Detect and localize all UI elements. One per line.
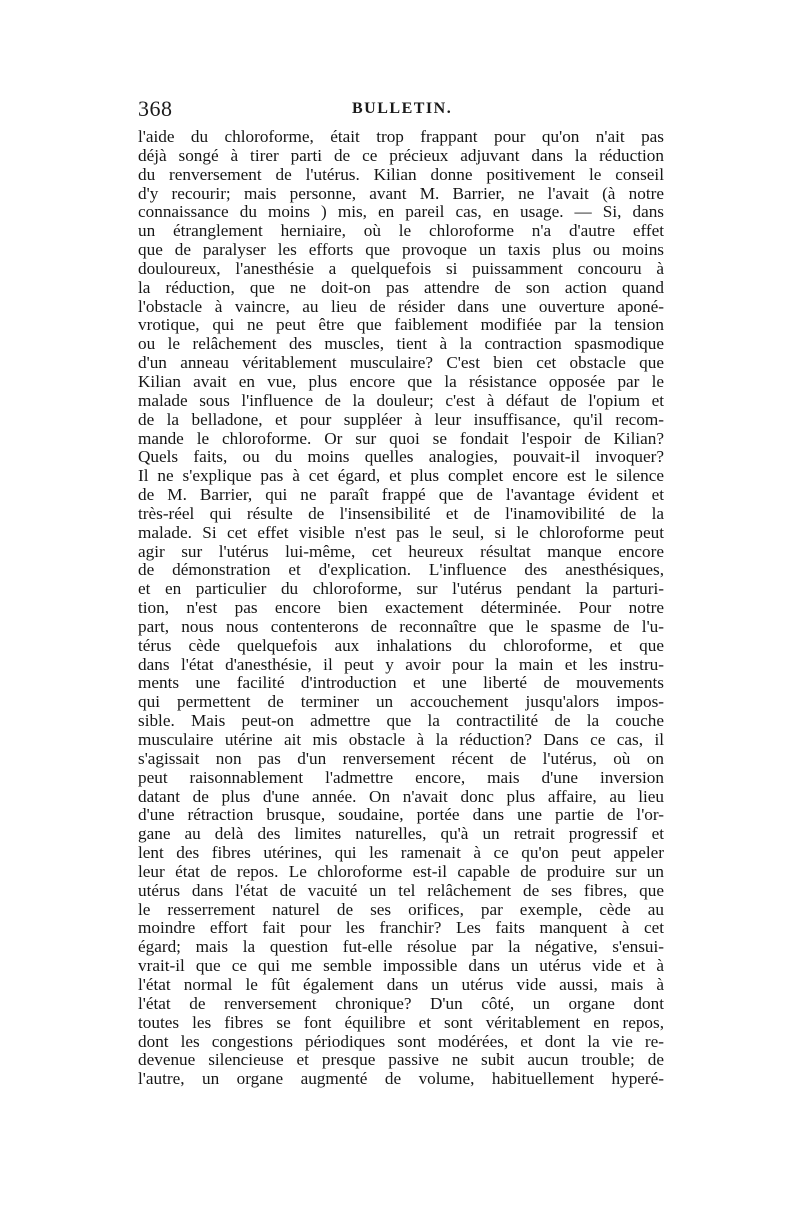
- text-line: agir sur l'utérus lui-même, cet heureux résultat manque encore: [138, 542, 664, 561]
- body-text: [138, 128, 664, 1089]
- text-line: et en particulier du chloroforme, sur l'utérus pendant la parturi-: [138, 580, 664, 599]
- text-line: utérus dans l'état de vacuité un tel relâchement de ses fibres, que: [138, 881, 664, 900]
- text-line: très-réel qui résulte de l'insensibilité et de l'inamovibilité de la: [138, 504, 664, 523]
- text-line: Il ne s'explique pas à cet égard, et plus complet encore est le silence: [138, 467, 664, 486]
- text-line: d'un anneau véritablement musculaire? C'est bien cet obstacle que: [138, 354, 664, 373]
- text-line: ments une facilité d'introduction et une liberté de mouvements: [138, 674, 664, 693]
- text-line: égard; mais la question fut-elle résolue par la négative, s'ensui-: [138, 938, 664, 957]
- text-line: que de paralyser les efforts que provoque un taxis plus ou moins: [138, 241, 664, 260]
- text-line: malade. Si cet effet visible n'est pas le seul, si le chloroforme peut: [138, 523, 664, 542]
- text-line: sible. Mais peut-on admettre que la contractilité de la couche: [138, 712, 664, 731]
- text-line: Kilian avait en vue, plus encore que la résistance opposée par le: [138, 372, 664, 391]
- text-line: dont les congestions périodiques sont modérées, et dont la vie re-: [138, 1032, 664, 1051]
- text-line: l'aide du chloroforme, était trop frappant pour qu'on n'ait pas: [138, 128, 664, 146]
- text-line: l'état normal le fût également dans un utérus vide aussi, mais à: [138, 975, 664, 994]
- text-line: qui permettent de terminer un accouchement jusqu'alors impos-: [138, 693, 664, 712]
- text-line: moindre effort fait pour les franchir? Les faits manquent à cet: [138, 919, 664, 938]
- text-line: musculaire utérine ait mis obstacle à la réduction? Dans ce cas, il: [138, 731, 664, 749]
- text-line: l'état de renversement chronique? D'un côté, un organe dont: [138, 994, 664, 1013]
- text-line: du renversement de l'utérus. Kilian donne positivement le conseil: [138, 165, 664, 184]
- text-line: le resserrement naturel de ses orifices, par exemple, cède au: [138, 900, 664, 919]
- text-line: s'agissait non pas d'un renversement récent de l'utérus, où on: [138, 749, 664, 768]
- text-line: connaissance du moins ) mis, en pareil cas, en usage. — Si, dans: [138, 203, 664, 222]
- text-line: peut raisonnablement l'admettre encore, mais d'une inversion: [138, 768, 664, 787]
- running-title: BULLETIN.: [352, 100, 453, 117]
- text-line: d'y recourir; mais personne, avant M. Barrier, ne l'avait (à notre: [138, 184, 664, 203]
- running-head: [138, 96, 664, 124]
- text-line: déjà songé à tirer parti de ce précieux adjuvant dans la réduction: [138, 146, 664, 165]
- text-line: de la belladone, et pour suppléer à leur insuffisance, qu'il recom-: [138, 410, 664, 429]
- text-line: l'autre, un organe augmenté de volume, habituellement hyperé-: [138, 1070, 664, 1089]
- text-line: douloureux, l'anesthésie a quelquefois si puissamment concouru à: [138, 259, 664, 278]
- text-line: tion, n'est pas encore bien exactement déterminée. Pour notre: [138, 599, 664, 618]
- text-line: datant de plus d'une année. On n'avait donc plus affaire, au lieu: [138, 787, 664, 806]
- text-line: Quels faits, ou du moins quelles analogies, pouvait-il invoquer?: [138, 448, 664, 467]
- text-line: un étranglement herniaire, où le chloroforme n'a d'autre effet: [138, 222, 664, 241]
- text-line: part, nous nous contenterons de reconnaître que le spasme de l'u-: [138, 617, 664, 636]
- text-line: lent des fibres utérines, qui les ramenait à ce qu'on peut appeler: [138, 844, 664, 863]
- text-line: l'obstacle à vaincre, au lieu de résider dans une ouverture aponé-: [138, 297, 664, 316]
- text-line: malade sous l'influence de la douleur; c'est à défaut de l'opium et: [138, 391, 664, 410]
- text-line: dans l'état d'anesthésie, il peut y avoir pour la main et les instru-: [138, 655, 664, 674]
- text-line: ou le relâchement des muscles, tient à la contraction spasmodique: [138, 335, 664, 354]
- text-line: la réduction, que ne doit-on pas attendre de son action quand: [138, 278, 664, 297]
- text-line: de démonstration et d'explication. L'influence des anesthésiques,: [138, 561, 664, 580]
- text-line: devenue silencieuse et presque passive ne subit aucun trouble; de: [138, 1051, 664, 1070]
- text-line: vrotique, qui ne peut être que faiblement modifiée par la tension: [138, 316, 664, 335]
- text-line: toutes les fibres se font équilibre et sont véritablement en repos,: [138, 1013, 664, 1032]
- text-line: gane au delà des limites naturelles, qu'à un retrait progressif et: [138, 825, 664, 844]
- text-line: d'une rétraction brusque, soudaine, portée dans une partie de l'or-: [138, 806, 664, 825]
- text-line: mande le chloroforme. Or sur quoi se fondait l'espoir de Kilian?: [138, 429, 664, 448]
- text-line: térus cède quelquefois aux inhalations du chloroforme, et que: [138, 636, 664, 655]
- text-line: leur état de repos. Le chloroforme est-il capable de produire sur un: [138, 862, 664, 881]
- text-line: de M. Barrier, qui ne paraît frappé que de l'avantage évident et: [138, 486, 664, 505]
- text-line: vrait-il que ce qui me semble impossible dans un utérus vide et à: [138, 957, 664, 976]
- page-number: 368: [138, 96, 173, 121]
